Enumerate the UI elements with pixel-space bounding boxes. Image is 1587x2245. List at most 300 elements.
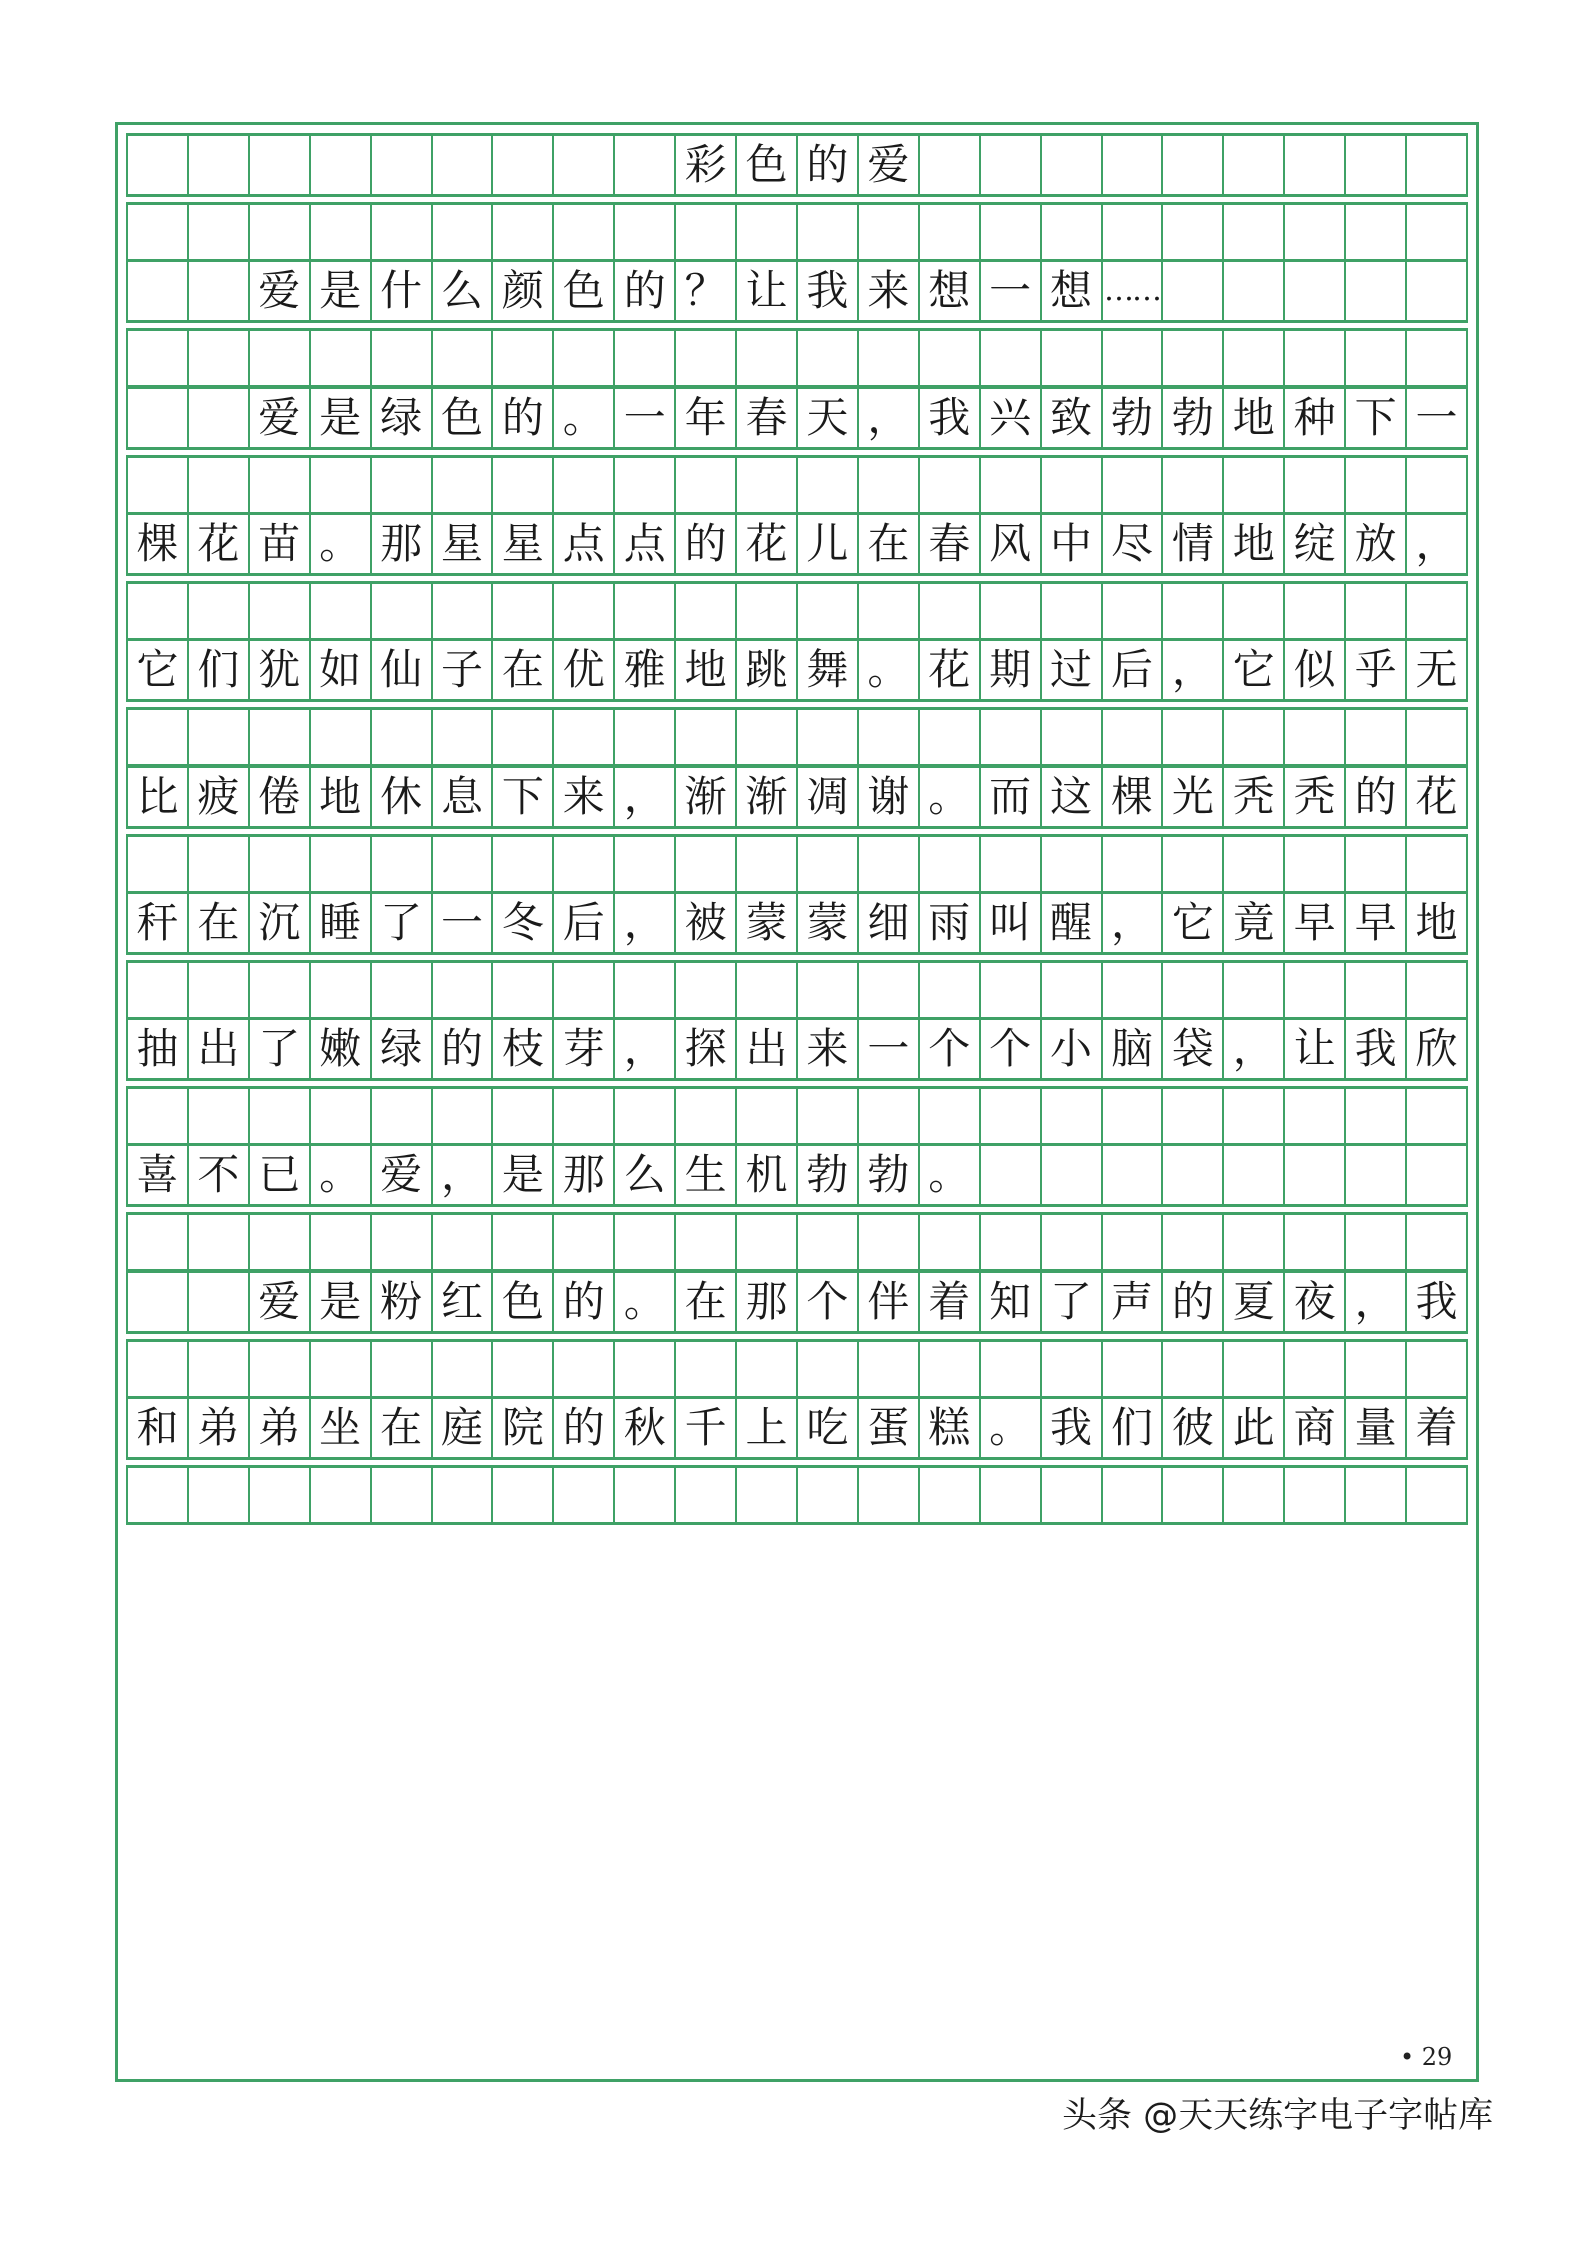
grid-cell xyxy=(311,581,372,641)
grid-cell: 想 xyxy=(1042,259,1103,323)
grid-cell xyxy=(126,202,189,262)
grid-cell xyxy=(1163,1339,1224,1399)
blank-row xyxy=(126,960,1468,1020)
grid-cell: 倦 xyxy=(250,765,311,829)
grid-cell xyxy=(615,328,676,388)
grid-cell: 年 xyxy=(676,386,737,450)
grid-cell xyxy=(1042,1143,1103,1207)
grid-cell xyxy=(859,328,920,388)
grid-cell: 谢 xyxy=(859,765,920,829)
grid-cell xyxy=(1163,455,1224,515)
grid-cell xyxy=(189,1465,250,1525)
grid-cell xyxy=(1042,202,1103,262)
grid-cell: ， xyxy=(433,1143,494,1207)
grid-cell xyxy=(1163,707,1224,767)
grid-cell: 我 xyxy=(1407,1270,1468,1334)
grid-cell xyxy=(859,202,920,262)
grid-cell xyxy=(920,707,981,767)
grid-cell xyxy=(676,1465,737,1525)
grid-cell xyxy=(1224,455,1285,515)
grid-cell xyxy=(981,1465,1042,1525)
grid-cell xyxy=(1285,581,1346,641)
grid-cell: 在 xyxy=(859,512,920,576)
grid-cell xyxy=(737,1212,798,1272)
grid-cell xyxy=(126,707,189,767)
grid-cell: 嫩 xyxy=(311,1017,372,1081)
grid-cell: 枝 xyxy=(493,1017,554,1081)
grid-cell: 们 xyxy=(1103,1396,1164,1460)
grid-cell xyxy=(737,834,798,894)
grid-cell xyxy=(1407,1143,1468,1207)
grid-cell: 天 xyxy=(798,386,859,450)
grid-cell xyxy=(798,1339,859,1399)
grid-cell: 春 xyxy=(920,512,981,576)
grid-cell xyxy=(1285,1465,1346,1525)
grid-cell: 。 xyxy=(311,512,372,576)
grid-cell xyxy=(311,328,372,388)
grid-cell xyxy=(311,1086,372,1146)
grid-cell: 中 xyxy=(1042,512,1103,576)
grid-cell: 绽 xyxy=(1285,512,1346,576)
text-row xyxy=(126,638,1468,702)
grid-cell xyxy=(250,581,311,641)
grid-cell xyxy=(1285,259,1346,323)
grid-cell xyxy=(798,202,859,262)
grid-cell xyxy=(126,259,189,323)
grid-cell xyxy=(126,834,189,894)
grid-cell xyxy=(737,960,798,1020)
grid-cell xyxy=(1224,328,1285,388)
grid-cell: 勃 xyxy=(859,1143,920,1207)
grid-cell xyxy=(126,386,189,450)
grid-cell xyxy=(798,455,859,515)
grid-cell xyxy=(126,455,189,515)
grid-cell: 竟 xyxy=(1224,891,1285,955)
grid-cell: 星 xyxy=(433,512,494,576)
grid-cell: 凋 xyxy=(798,765,859,829)
grid-cell: 了 xyxy=(372,891,433,955)
grid-cell: 在 xyxy=(493,638,554,702)
grid-cell xyxy=(372,707,433,767)
grid-cell: 疲 xyxy=(189,765,250,829)
grid-cell xyxy=(1042,960,1103,1020)
grid-cell xyxy=(981,581,1042,641)
grid-cell xyxy=(798,328,859,388)
grid-cell xyxy=(1346,1339,1407,1399)
grid-cell xyxy=(372,1212,433,1272)
grid-cell: 声 xyxy=(1103,1270,1164,1334)
grid-cell: 夜 xyxy=(1285,1270,1346,1334)
grid-cell: 勃 xyxy=(798,1143,859,1207)
grid-cell xyxy=(126,328,189,388)
grid-cell xyxy=(311,455,372,515)
grid-cell xyxy=(798,581,859,641)
grid-cell xyxy=(1103,1086,1164,1146)
grid-cell xyxy=(1042,328,1103,388)
grid-cell xyxy=(1407,202,1468,262)
grid-cell: 。 xyxy=(859,638,920,702)
grid-cell xyxy=(1163,834,1224,894)
grid-cell: 庭 xyxy=(433,1396,494,1460)
text-row xyxy=(126,891,1468,955)
grid-cell xyxy=(981,960,1042,1020)
grid-cell xyxy=(1224,707,1285,767)
grid-cell xyxy=(1407,1212,1468,1272)
grid-cell xyxy=(1163,960,1224,1020)
grid-cell: 的 xyxy=(554,1270,615,1334)
grid-cell xyxy=(372,133,433,197)
grid-cell xyxy=(920,581,981,641)
grid-cell: 渐 xyxy=(676,765,737,829)
grid-cell: 花 xyxy=(1407,765,1468,829)
grid-cell xyxy=(1224,259,1285,323)
grid-cell xyxy=(615,1339,676,1399)
grid-cell xyxy=(1103,707,1164,767)
grid-cell xyxy=(798,1086,859,1146)
grid-cell: 点 xyxy=(554,512,615,576)
grid-cell xyxy=(798,834,859,894)
grid-cell xyxy=(1163,202,1224,262)
grid-cell xyxy=(311,960,372,1020)
grid-cell xyxy=(676,455,737,515)
grid-cell xyxy=(981,1212,1042,1272)
grid-cell: 风 xyxy=(981,512,1042,576)
grid-cell: 出 xyxy=(737,1017,798,1081)
grid-cell: 来 xyxy=(798,1017,859,1081)
grid-paper xyxy=(115,122,1479,2082)
grid-cell xyxy=(1407,707,1468,767)
grid-cell xyxy=(737,707,798,767)
blank-row xyxy=(126,1212,1468,1272)
grid-cell: 细 xyxy=(859,891,920,955)
grid-cell xyxy=(1042,1086,1103,1146)
grid-cell: 它 xyxy=(1224,638,1285,702)
grid-cell: 么 xyxy=(615,1143,676,1207)
grid-cell xyxy=(433,1339,494,1399)
grid-cell xyxy=(1042,707,1103,767)
grid-cell: 抽 xyxy=(126,1017,189,1081)
grid-cell xyxy=(126,581,189,641)
blank-row xyxy=(126,202,1468,262)
grid-cell xyxy=(189,259,250,323)
grid-cell xyxy=(1407,960,1468,1020)
grid-cell: 。 xyxy=(615,1270,676,1334)
grid-cell: 袋 xyxy=(1163,1017,1224,1081)
grid-cell: 彼 xyxy=(1163,1396,1224,1460)
grid-cell: 秋 xyxy=(615,1396,676,1460)
grid-cell xyxy=(126,1086,189,1146)
grid-cell xyxy=(1042,1339,1103,1399)
grid-cell: ， xyxy=(1163,638,1224,702)
grid-cell xyxy=(1103,455,1164,515)
grid-cell xyxy=(615,133,676,197)
grid-cell: 红 xyxy=(433,1270,494,1334)
grid-cell xyxy=(1224,960,1285,1020)
grid-cell: 秆 xyxy=(126,891,189,955)
grid-cell xyxy=(1407,1086,1468,1146)
grid-cell xyxy=(1163,259,1224,323)
grid-cell xyxy=(737,581,798,641)
grid-cell: 下 xyxy=(1346,386,1407,450)
grid-cell xyxy=(311,834,372,894)
grid-cell xyxy=(372,1339,433,1399)
grid-cell xyxy=(493,834,554,894)
grid-cell xyxy=(189,581,250,641)
grid-cell: 。 xyxy=(920,1143,981,1207)
grid-cell xyxy=(311,707,372,767)
grid-cell xyxy=(737,1465,798,1525)
grid-cell xyxy=(433,834,494,894)
grid-cell: 弟 xyxy=(189,1396,250,1460)
grid-cell xyxy=(615,707,676,767)
grid-cell xyxy=(1163,328,1224,388)
grid-cell xyxy=(1224,133,1285,197)
grid-cell xyxy=(126,1465,189,1525)
grid-cell: 机 xyxy=(737,1143,798,1207)
grid-cell: 一 xyxy=(1407,386,1468,450)
grid-cell xyxy=(1224,1212,1285,1272)
grid-cell xyxy=(554,455,615,515)
grid-cell xyxy=(311,133,372,197)
grid-cell xyxy=(737,455,798,515)
grid-cell: 一 xyxy=(615,386,676,450)
grid-cell xyxy=(1285,455,1346,515)
grid-cell xyxy=(676,202,737,262)
grid-cell xyxy=(189,1339,250,1399)
grid-cell xyxy=(1285,202,1346,262)
grid-cell xyxy=(493,960,554,1020)
grid-cell xyxy=(981,133,1042,197)
grid-cell: 爱 xyxy=(250,259,311,323)
grid-cell xyxy=(189,1086,250,1146)
grid-cell: 情 xyxy=(1163,512,1224,576)
grid-cell xyxy=(1285,834,1346,894)
grid-cell xyxy=(1285,1143,1346,1207)
grid-cell: 伴 xyxy=(859,1270,920,1334)
grid-cell: 色 xyxy=(433,386,494,450)
grid-cell: 是 xyxy=(311,386,372,450)
blank-row xyxy=(126,581,1468,641)
grid-cell xyxy=(189,1212,250,1272)
grid-cell: 喜 xyxy=(126,1143,189,1207)
grid-cell xyxy=(1346,960,1407,1020)
grid-cell xyxy=(493,328,554,388)
grid-cell xyxy=(859,1339,920,1399)
grid-cell: 爱 xyxy=(250,386,311,450)
grid-cell xyxy=(1346,133,1407,197)
grid-cell: 弟 xyxy=(250,1396,311,1460)
grid-cell xyxy=(1224,834,1285,894)
grid-cell: 苗 xyxy=(250,512,311,576)
grid-cell xyxy=(1285,707,1346,767)
grid-cell xyxy=(981,834,1042,894)
grid-cell: 花 xyxy=(920,638,981,702)
grid-cell xyxy=(189,386,250,450)
grid-cell xyxy=(1163,1086,1224,1146)
grid-cell: 的 xyxy=(493,386,554,450)
grid-cell xyxy=(1224,1465,1285,1525)
grid-cell: 地 xyxy=(311,765,372,829)
grid-cell xyxy=(859,1212,920,1272)
grid-cell xyxy=(1346,581,1407,641)
grid-cell xyxy=(372,328,433,388)
grid-cell xyxy=(859,455,920,515)
grid-cell: 色 xyxy=(493,1270,554,1334)
grid-cell: 早 xyxy=(1346,891,1407,955)
grid-cell: 种 xyxy=(1285,386,1346,450)
grid-cell xyxy=(1346,707,1407,767)
grid-cell xyxy=(433,1212,494,1272)
text-row xyxy=(126,259,1468,323)
grid-cell xyxy=(372,1465,433,1525)
grid-cell xyxy=(1163,1212,1224,1272)
grid-cell: 。 xyxy=(554,386,615,450)
grid-cell xyxy=(189,455,250,515)
grid-cell: 兴 xyxy=(981,386,1042,450)
grid-cell: 院 xyxy=(493,1396,554,1460)
grid-cell xyxy=(798,707,859,767)
grid-cell xyxy=(250,707,311,767)
grid-cell xyxy=(737,328,798,388)
grid-cell xyxy=(433,202,494,262)
grid-cell xyxy=(1042,133,1103,197)
page-number: • 29 xyxy=(1400,2043,1453,2071)
grid-cell: 爱 xyxy=(250,1270,311,1334)
grid-cell xyxy=(1103,581,1164,641)
grid-cell: 在 xyxy=(676,1270,737,1334)
grid-cell xyxy=(1103,202,1164,262)
grid-cell xyxy=(372,202,433,262)
grid-cell xyxy=(920,1465,981,1525)
grid-cell: 比 xyxy=(126,765,189,829)
grid-cell: 棵 xyxy=(1103,765,1164,829)
grid-cell: 。 xyxy=(311,1143,372,1207)
grid-cell: 不 xyxy=(189,1143,250,1207)
grid-cell xyxy=(493,581,554,641)
grid-cell: 糕 xyxy=(920,1396,981,1460)
grid-cell xyxy=(1042,581,1103,641)
grid-cell: 让 xyxy=(1285,1017,1346,1081)
grid-cell xyxy=(615,202,676,262)
grid-cell xyxy=(126,133,189,197)
grid-cell: 期 xyxy=(981,638,1042,702)
grid-cell: 小 xyxy=(1042,1017,1103,1081)
grid-cell xyxy=(920,202,981,262)
grid-cell: 的 xyxy=(554,1396,615,1460)
grid-cell xyxy=(1285,1212,1346,1272)
grid-cell: 在 xyxy=(372,1396,433,1460)
grid-cell xyxy=(1407,455,1468,515)
grid-cell: 沉 xyxy=(250,891,311,955)
grid-cell xyxy=(676,581,737,641)
grid-cell: 那 xyxy=(372,512,433,576)
grid-cell xyxy=(1224,202,1285,262)
grid-cell xyxy=(1407,581,1468,641)
grid-cell xyxy=(676,960,737,1020)
grid-cell xyxy=(433,328,494,388)
grid-cell: 吃 xyxy=(798,1396,859,1460)
blank-row xyxy=(126,707,1468,767)
grid-cell: 个 xyxy=(981,1017,1042,1081)
grid-cell xyxy=(1285,1086,1346,1146)
grid-cell: 雨 xyxy=(920,891,981,955)
grid-cell xyxy=(126,1339,189,1399)
grid-cell: ， xyxy=(1103,891,1164,955)
grid-cell: 叫 xyxy=(981,891,1042,955)
grid-cell: 是 xyxy=(311,1270,372,1334)
grid-cell xyxy=(1285,960,1346,1020)
grid-cell xyxy=(554,1086,615,1146)
grid-cell: 绿 xyxy=(372,386,433,450)
grid-cell: 我 xyxy=(920,386,981,450)
blank-row xyxy=(126,328,1468,388)
grid-cell: 彩 xyxy=(676,133,737,197)
grid-cell xyxy=(554,202,615,262)
grid-cell xyxy=(737,202,798,262)
grid-cell xyxy=(1042,455,1103,515)
grid-cell xyxy=(433,133,494,197)
grid-cell xyxy=(1042,1465,1103,1525)
grid-cell: 欣 xyxy=(1407,1017,1468,1081)
grid-cell: 如 xyxy=(311,638,372,702)
grid-cell xyxy=(981,707,1042,767)
grid-cell xyxy=(1285,1339,1346,1399)
grid-cell xyxy=(433,1086,494,1146)
grid-cell: 爱 xyxy=(859,133,920,197)
grid-cell xyxy=(859,581,920,641)
grid-cell: 花 xyxy=(737,512,798,576)
grid-cell xyxy=(372,455,433,515)
blank-row xyxy=(126,1465,1468,1525)
grid-cell: 乎 xyxy=(1346,638,1407,702)
grid-cell xyxy=(126,1270,189,1334)
grid-cell xyxy=(554,581,615,641)
grid-cell: 。 xyxy=(920,765,981,829)
grid-cell xyxy=(433,707,494,767)
grid-cell xyxy=(554,960,615,1020)
grid-cell xyxy=(676,707,737,767)
grid-cell: 无 xyxy=(1407,638,1468,702)
text-row xyxy=(126,512,1468,576)
grid-cell xyxy=(250,834,311,894)
grid-cell xyxy=(920,1339,981,1399)
grid-cell: 夏 xyxy=(1224,1270,1285,1334)
grid-cell xyxy=(1163,581,1224,641)
grid-cell xyxy=(1103,1143,1164,1207)
grid-cell xyxy=(859,1086,920,1146)
grid-cell xyxy=(1224,1143,1285,1207)
grid-cell xyxy=(372,834,433,894)
grid-cell xyxy=(189,960,250,1020)
grid-cell xyxy=(859,1465,920,1525)
grid-cell: 一 xyxy=(433,891,494,955)
grid-cell: 犹 xyxy=(250,638,311,702)
grid-cell xyxy=(1346,259,1407,323)
grid-cell xyxy=(250,133,311,197)
grid-cell: ？ xyxy=(676,259,737,323)
grid-cell: 秃 xyxy=(1285,765,1346,829)
grid-cell: 它 xyxy=(1163,891,1224,955)
grid-cell: 后 xyxy=(1103,638,1164,702)
grid-cell: 的 xyxy=(433,1017,494,1081)
grid-cell: 着 xyxy=(1407,1396,1468,1460)
grid-cell: 的 xyxy=(1346,765,1407,829)
grid-cell: 的 xyxy=(1163,1270,1224,1334)
grid-cell: 地 xyxy=(1224,386,1285,450)
grid-cell: 下 xyxy=(493,765,554,829)
grid-cell: 生 xyxy=(676,1143,737,1207)
grid-cell xyxy=(189,202,250,262)
